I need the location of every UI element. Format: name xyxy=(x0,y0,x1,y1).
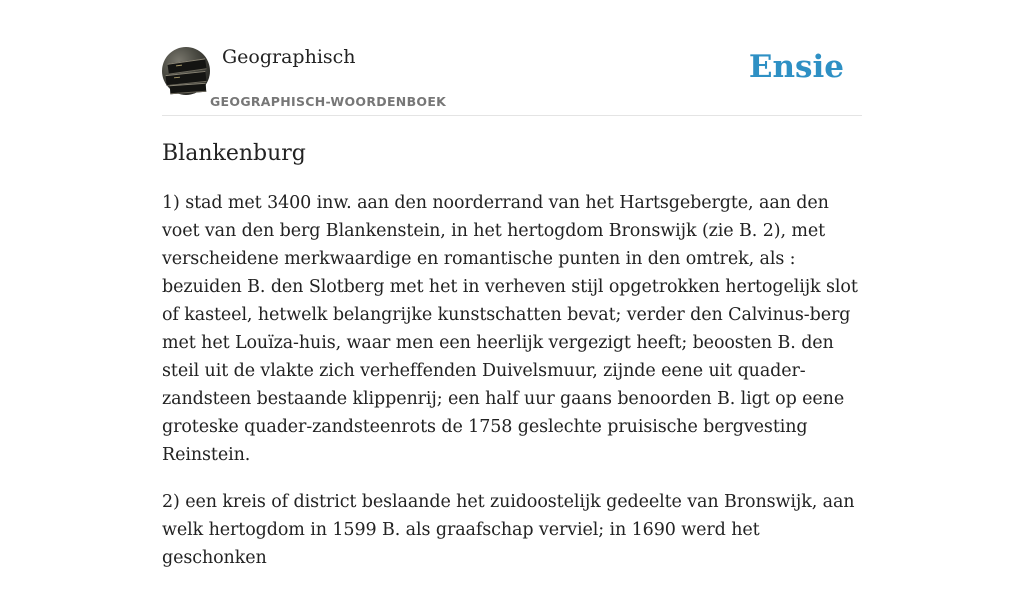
article xyxy=(162,138,862,591)
book-spine-image xyxy=(170,83,207,94)
article-paragraph: 1) stad met 3400 inw. aan den noorderrand van het Hartsgebergte, aan den voet van den berg Blankenstein, in het hertogdom Bronswijk (zie B. 2), met verscheidene merkwaardige en romantische punten in den omtrek, als : bezuiden B. den Slotberg met het in verheven stijl opgetrokken hertogelijk slot of kasteel, hetwelk belangrijke kunstschatten bevat; verder den Calvinus-berg met het Louïza-huis, waar men een heerlijk vergezigt heeft; beoosten B. den steil uit de vlakte zich verheffenden Duivelsmuur, zijnde eene uit quader-zandsteen bestaande klippenrij; een half uur gaans benoorden B. ligt op eene groteske quader-zandsteenrots de 1758 geslechte pruisische bergvesting Reinstein. xyxy=(162,193,858,465)
article-title: Blankenburg xyxy=(162,141,306,166)
site-header xyxy=(162,0,862,116)
category-link[interactable]: GEOGRAPHISCH-WOORDENBOEK xyxy=(210,94,447,109)
category-avatar[interactable] xyxy=(162,47,210,95)
site-title[interactable]: Geographisch xyxy=(222,46,356,68)
article-paragraph: 2) een kreis of district beslaande het zuidoostelijk gedeelte van Bronswijk, aan welk hertogdom in 1599 B. als graafschap verviel; in 1690 werd het geschonken xyxy=(162,492,855,568)
brand-logo[interactable]: Ensie xyxy=(748,49,844,85)
